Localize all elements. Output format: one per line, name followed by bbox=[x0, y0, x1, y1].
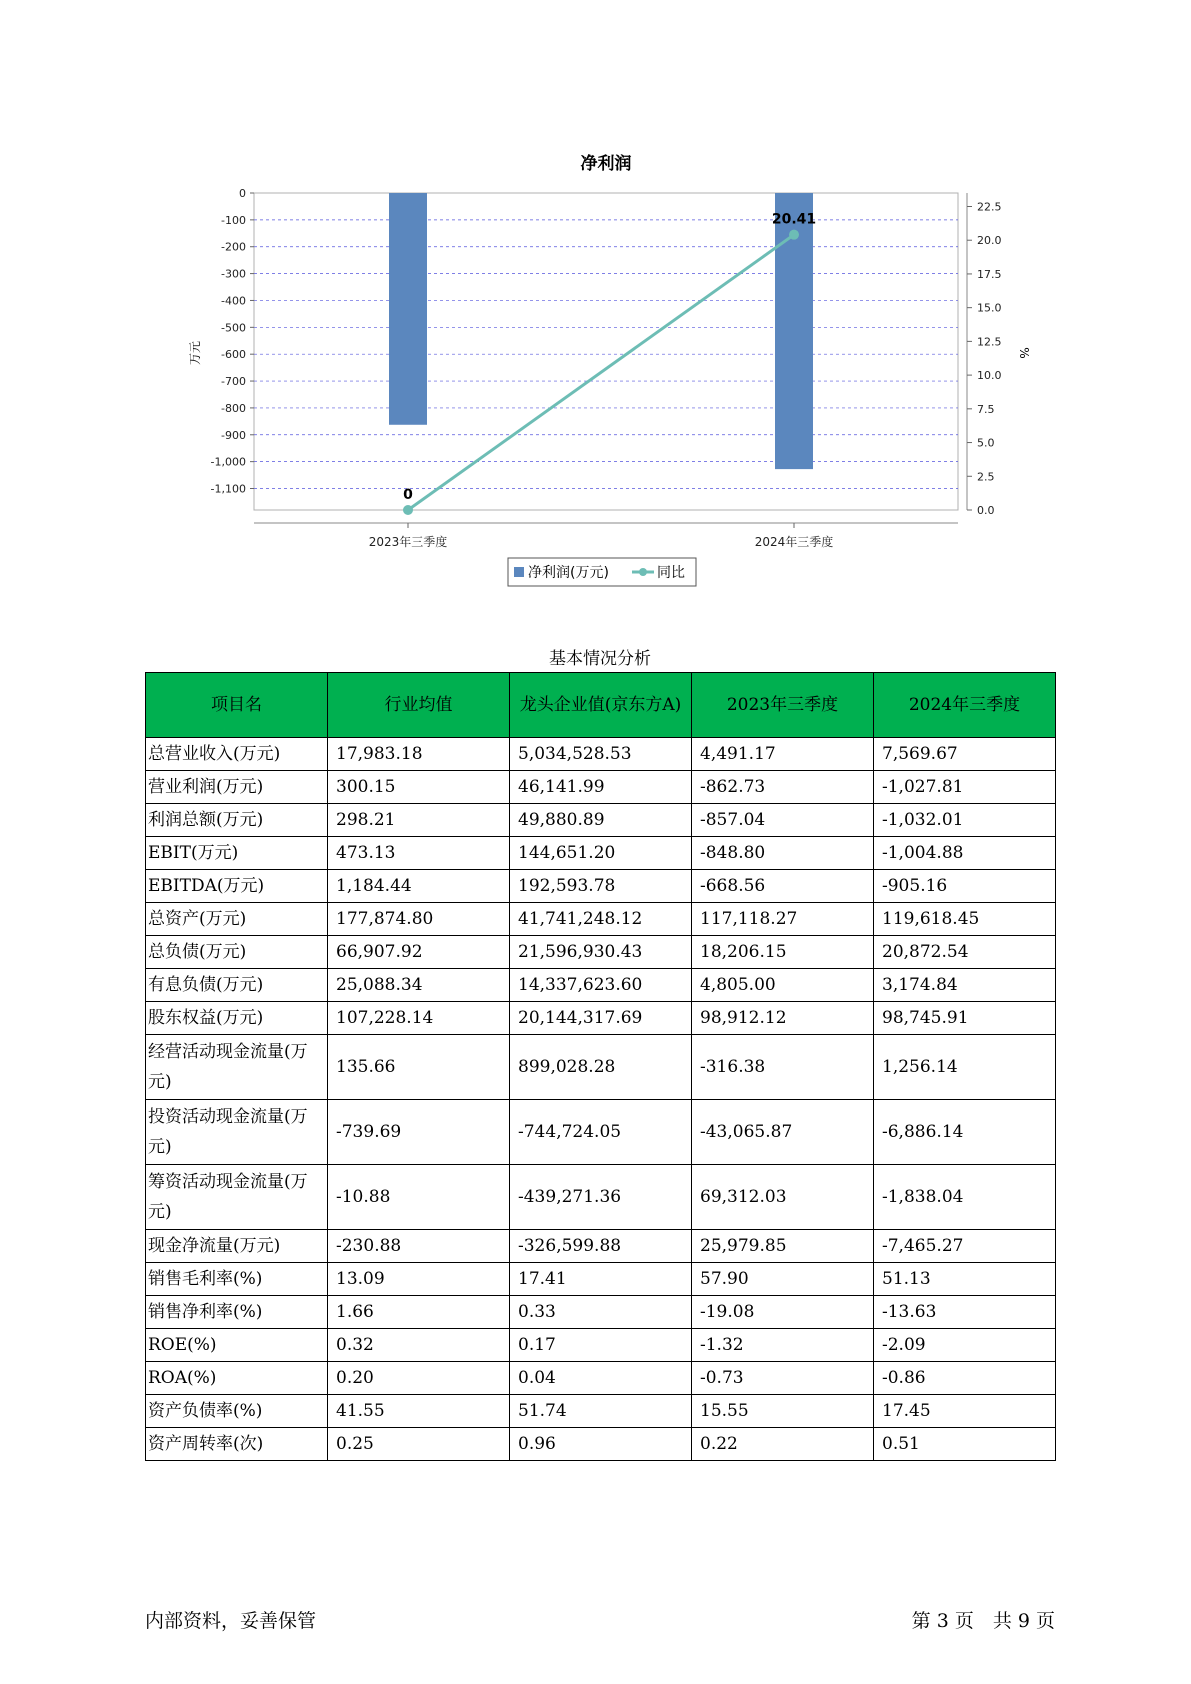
value-cell: 0.04 bbox=[510, 1362, 692, 1395]
table-row bbox=[146, 870, 1056, 903]
left-tick-label: -100 bbox=[221, 213, 246, 227]
value-cell: -857.04 bbox=[692, 804, 874, 837]
header-leader-value: 龙头企业值(京东方A) bbox=[510, 673, 692, 738]
value-cell: 473.13 bbox=[328, 837, 510, 870]
row-label-cell: 资产负债率(%) bbox=[146, 1395, 328, 1428]
value-cell: -316.38 bbox=[692, 1035, 874, 1100]
right-tick-label: 20.0 bbox=[977, 234, 1002, 248]
left-tick-label: -1,100 bbox=[210, 482, 246, 496]
value-cell: 25,088.34 bbox=[328, 969, 510, 1002]
left-tick-label: -800 bbox=[221, 401, 246, 415]
header-2023-q3: 2023年三季度 bbox=[692, 673, 874, 738]
right-tick-label: 15.0 bbox=[977, 301, 1002, 315]
bar-net-profit bbox=[389, 193, 427, 425]
value-cell: 1,256.14 bbox=[874, 1035, 1056, 1100]
header-industry-avg: 行业均值 bbox=[328, 673, 510, 738]
row-label-cell: 资产周转率(次) bbox=[146, 1428, 328, 1461]
value-cell: 41,741,248.12 bbox=[510, 903, 692, 936]
table-row bbox=[146, 1230, 1056, 1263]
value-cell: 20,872.54 bbox=[874, 936, 1056, 969]
value-cell: 1,184.44 bbox=[328, 870, 510, 903]
table-row bbox=[146, 903, 1056, 936]
value-cell: -1.32 bbox=[692, 1329, 874, 1362]
value-cell: 135.66 bbox=[328, 1035, 510, 1100]
value-cell: 17,983.18 bbox=[328, 738, 510, 771]
right-tick-label: 12.5 bbox=[977, 335, 1002, 349]
row-label-cell: 投资活动现金流量(万元) bbox=[146, 1100, 328, 1165]
row-label-cell: ROE(%) bbox=[146, 1329, 328, 1362]
table-row bbox=[146, 771, 1056, 804]
value-cell: -0.73 bbox=[692, 1362, 874, 1395]
value-cell: 98,912.12 bbox=[692, 1002, 874, 1035]
value-cell: 21,596,930.43 bbox=[510, 936, 692, 969]
value-cell: 0.22 bbox=[692, 1428, 874, 1461]
header-item-name: 项目名 bbox=[146, 673, 328, 738]
legend-line-label: 同比 bbox=[657, 565, 685, 581]
legend-bar-label: 净利润(万元) bbox=[528, 565, 609, 581]
value-cell: 0.20 bbox=[328, 1362, 510, 1395]
table-row bbox=[146, 1362, 1056, 1395]
value-cell: 17.45 bbox=[874, 1395, 1056, 1428]
table-row bbox=[146, 1165, 1056, 1230]
row-label-cell: EBITDA(万元) bbox=[146, 870, 328, 903]
left-tick-label: -500 bbox=[221, 321, 246, 335]
right-axis-title: % bbox=[1017, 347, 1031, 359]
value-cell: 69,312.03 bbox=[692, 1165, 874, 1230]
analysis-table bbox=[145, 672, 1056, 1461]
table-row bbox=[146, 804, 1056, 837]
value-cell: -230.88 bbox=[328, 1230, 510, 1263]
left-tick-label: 0 bbox=[239, 187, 246, 200]
table-row bbox=[146, 969, 1056, 1002]
value-cell: 0.25 bbox=[328, 1428, 510, 1461]
row-label-cell: 筹资活动现金流量(万元) bbox=[146, 1165, 328, 1230]
value-cell: 17.41 bbox=[510, 1263, 692, 1296]
value-cell: 0.17 bbox=[510, 1329, 692, 1362]
row-label-cell: 销售毛利率(%) bbox=[146, 1263, 328, 1296]
value-cell: -19.08 bbox=[692, 1296, 874, 1329]
row-label-cell: EBIT(万元) bbox=[146, 837, 328, 870]
value-cell: -668.56 bbox=[692, 870, 874, 903]
value-cell: 192,593.78 bbox=[510, 870, 692, 903]
value-cell: 300.15 bbox=[328, 771, 510, 804]
value-cell: 25,979.85 bbox=[692, 1230, 874, 1263]
value-cell: 13.09 bbox=[328, 1263, 510, 1296]
value-cell: -1,027.81 bbox=[874, 771, 1056, 804]
right-tick-label: 17.5 bbox=[977, 267, 1002, 281]
value-cell: -43,065.87 bbox=[692, 1100, 874, 1165]
right-tick-label: 2.5 bbox=[977, 470, 995, 484]
chart-title: 净利润 bbox=[580, 154, 632, 174]
row-label-cell: ROA(%) bbox=[146, 1362, 328, 1395]
right-tick-label: 0.0 bbox=[977, 504, 995, 517]
value-cell: 0.32 bbox=[328, 1329, 510, 1362]
value-cell: 119,618.45 bbox=[874, 903, 1056, 936]
row-label-cell: 总资产(万元) bbox=[146, 903, 328, 936]
row-label-cell: 经营活动现金流量(万元) bbox=[146, 1035, 328, 1100]
value-cell: 144,651.20 bbox=[510, 837, 692, 870]
table-row bbox=[146, 1100, 1056, 1165]
table-row bbox=[146, 1296, 1056, 1329]
value-cell: 18,206.15 bbox=[692, 936, 874, 969]
table-row bbox=[146, 1395, 1056, 1428]
value-cell: -2.09 bbox=[874, 1329, 1056, 1362]
table-row bbox=[146, 837, 1056, 870]
left-tick-label: -200 bbox=[221, 240, 246, 254]
value-cell: -905.16 bbox=[874, 870, 1056, 903]
data-label: 0 bbox=[403, 487, 413, 503]
value-cell: 51.74 bbox=[510, 1395, 692, 1428]
value-cell: -10.88 bbox=[328, 1165, 510, 1230]
value-cell: 298.21 bbox=[328, 804, 510, 837]
left-tick-label: -700 bbox=[221, 375, 246, 389]
table-row bbox=[146, 1035, 1056, 1100]
left-tick-label: -1,000 bbox=[210, 455, 246, 469]
value-cell: 177,874.80 bbox=[328, 903, 510, 936]
legend-line-marker bbox=[639, 568, 647, 576]
value-cell: -848.80 bbox=[692, 837, 874, 870]
value-cell: 98,745.91 bbox=[874, 1002, 1056, 1035]
row-label-cell: 总负债(万元) bbox=[146, 936, 328, 969]
table-row bbox=[146, 1329, 1056, 1362]
value-cell: -7,465.27 bbox=[874, 1230, 1056, 1263]
value-cell: 4,805.00 bbox=[692, 969, 874, 1002]
right-tick-label: 5.0 bbox=[977, 436, 995, 450]
value-cell: 51.13 bbox=[874, 1263, 1056, 1296]
value-cell: 1.66 bbox=[328, 1296, 510, 1329]
row-label-cell: 销售净利率(%) bbox=[146, 1296, 328, 1329]
left-axis-title: 万元 bbox=[188, 340, 202, 366]
line-point bbox=[403, 505, 413, 515]
value-cell: 4,491.17 bbox=[692, 738, 874, 771]
row-label-cell: 总营业收入(万元) bbox=[146, 738, 328, 771]
row-label-cell: 有息负债(万元) bbox=[146, 969, 328, 1002]
footer-page-number: 第 3 页 共 9 页 bbox=[911, 1610, 1055, 1632]
table-caption: 基本情况分析 bbox=[549, 649, 651, 669]
row-label-cell: 股东权益(万元) bbox=[146, 1002, 328, 1035]
value-cell: -439,271.36 bbox=[510, 1165, 692, 1230]
data-label: 20.41 bbox=[771, 211, 817, 228]
left-tick-label: -600 bbox=[221, 348, 246, 362]
value-cell: -0.86 bbox=[874, 1362, 1056, 1395]
left-tick-label: -400 bbox=[221, 294, 246, 308]
value-cell: 3,174.84 bbox=[874, 969, 1056, 1002]
table-row bbox=[146, 1428, 1056, 1461]
x-tick-label: 2024年三季度 bbox=[754, 535, 834, 549]
value-cell: 57.90 bbox=[692, 1263, 874, 1296]
footer-confidential-note: 内部资料，妥善保管 bbox=[145, 1610, 317, 1632]
value-cell: -744,724.05 bbox=[510, 1100, 692, 1165]
value-cell: -1,004.88 bbox=[874, 837, 1056, 870]
table-header-row bbox=[146, 673, 1056, 738]
right-tick-label: 10.0 bbox=[977, 369, 1002, 383]
value-cell: 20,144,317.69 bbox=[510, 1002, 692, 1035]
value-cell: 0.96 bbox=[510, 1428, 692, 1461]
value-cell: -13.63 bbox=[874, 1296, 1056, 1329]
value-cell: -1,032.01 bbox=[874, 804, 1056, 837]
x-tick-label: 2023年三季度 bbox=[368, 535, 448, 549]
value-cell: -862.73 bbox=[692, 771, 874, 804]
value-cell: 46,141.99 bbox=[510, 771, 692, 804]
value-cell: 15.55 bbox=[692, 1395, 874, 1428]
legend-bar-swatch bbox=[514, 567, 524, 577]
value-cell: 66,907.92 bbox=[328, 936, 510, 969]
right-tick-label: 22.5 bbox=[977, 200, 1002, 214]
value-cell: 14,337,623.60 bbox=[510, 969, 692, 1002]
value-cell: 899,028.28 bbox=[510, 1035, 692, 1100]
value-cell: 107,228.14 bbox=[328, 1002, 510, 1035]
value-cell: 7,569.67 bbox=[874, 738, 1056, 771]
value-cell: 49,880.89 bbox=[510, 804, 692, 837]
row-label-cell: 利润总额(万元) bbox=[146, 804, 328, 837]
value-cell: 5,034,528.53 bbox=[510, 738, 692, 771]
value-cell: 0.33 bbox=[510, 1296, 692, 1329]
header-2024-q3: 2024年三季度 bbox=[874, 673, 1056, 738]
plot-area bbox=[254, 193, 958, 510]
table-row bbox=[146, 1263, 1056, 1296]
table-row bbox=[146, 1002, 1056, 1035]
row-label-cell: 营业利润(万元) bbox=[146, 771, 328, 804]
value-cell: 117,118.27 bbox=[692, 903, 874, 936]
value-cell: 41.55 bbox=[328, 1395, 510, 1428]
right-tick-label: 7.5 bbox=[977, 402, 995, 416]
value-cell: -6,886.14 bbox=[874, 1100, 1056, 1165]
value-cell: 0.51 bbox=[874, 1428, 1056, 1461]
table-row bbox=[146, 936, 1056, 969]
value-cell: -326,599.88 bbox=[510, 1230, 692, 1263]
left-tick-label: -900 bbox=[221, 428, 246, 442]
value-cell: -739.69 bbox=[328, 1100, 510, 1165]
table-row bbox=[146, 738, 1056, 771]
left-tick-label: -300 bbox=[221, 267, 246, 281]
net-profit-chart bbox=[0, 0, 1191, 600]
value-cell: -1,838.04 bbox=[874, 1165, 1056, 1230]
row-label-cell: 现金净流量(万元) bbox=[146, 1230, 328, 1263]
line-point bbox=[789, 230, 799, 240]
